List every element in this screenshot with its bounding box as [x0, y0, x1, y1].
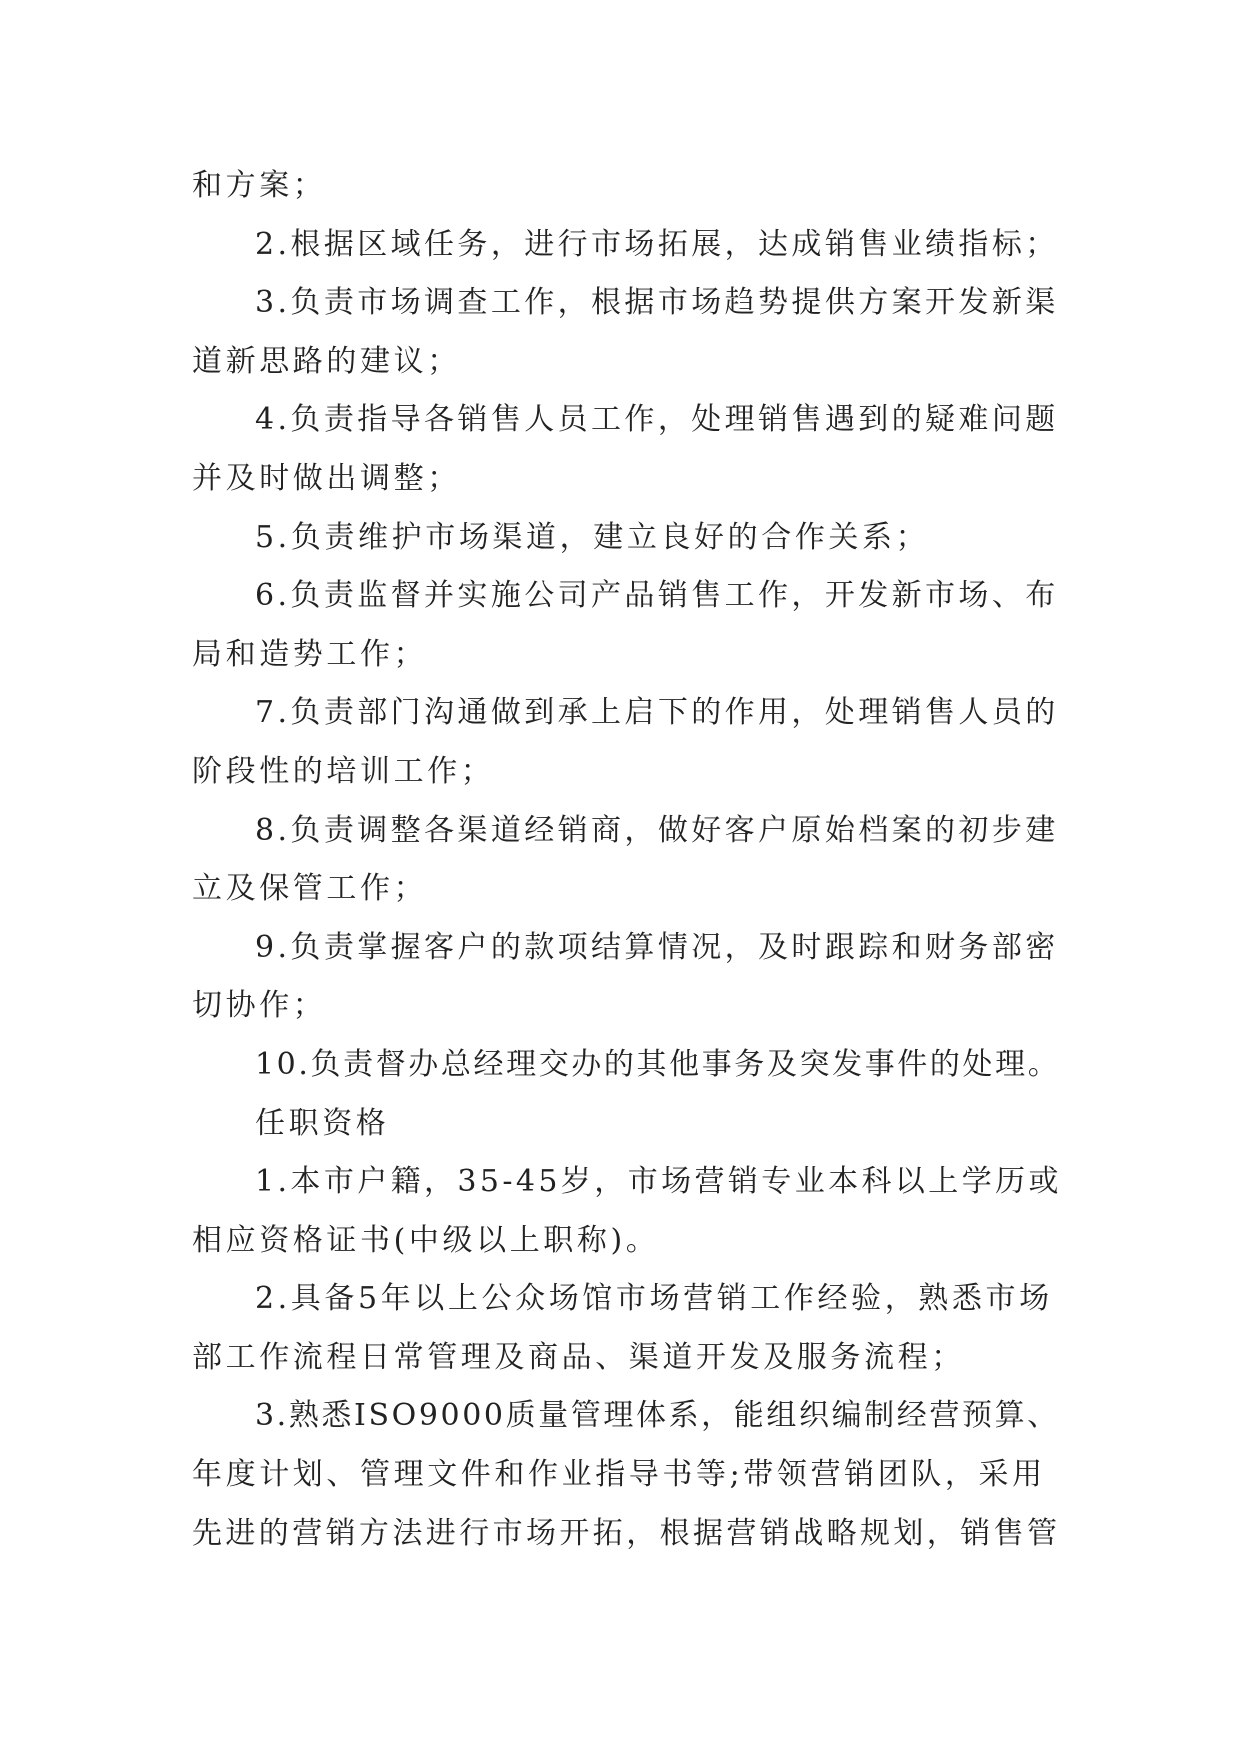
- text-line: 阶段性的培训工作；: [192, 753, 495, 789]
- list-item-2: 2.根据区域任务，进行市场拓展，达成销售业绩指标；: [255, 226, 1059, 262]
- text-line: 切协作；: [192, 988, 327, 1024]
- text-line: 和方案；: [192, 168, 327, 203]
- list-item-7: 7.负责部门沟通做到承上启下的作用，处理销售人员的: [255, 695, 1059, 731]
- text-line: 道新思路的建议；: [192, 343, 461, 379]
- text-line: 并及时做出调整；: [192, 460, 461, 496]
- list-item-3: 3.负责市场调查工作，根据市场趋势提供方案开发新渠: [255, 285, 1059, 321]
- list-item-5: 5.负责维护市场渠道，建立良好的合作关系；: [255, 519, 930, 555]
- list-item-4: 4.负责指导各销售人员工作，处理销售遇到的疑难问题: [255, 402, 1059, 438]
- text-line: 局和造势工作；: [192, 636, 428, 672]
- qualification-item-3: 3.熟悉ISO9000质量管理体系，能组织编制经营预算、: [255, 1398, 1060, 1434]
- list-item-10: 10.负责督办总经理交办的其他事务及突发事件的处理。: [255, 1046, 1061, 1082]
- text-line: 先进的营销方法进行市场开拓，根据营销战略规划，销售管: [192, 1515, 1061, 1551]
- text-line: 年度计划、管理文件和作业指导书等;带领营销团队，采用: [192, 1457, 1046, 1493]
- qualification-item-1: 1.本市户籍，35-45岁，市场营销专业本科以上学历或: [255, 1164, 1062, 1200]
- qualification-item-2: 2.具备5年以上公众场馆市场营销工作经验，熟悉市场: [255, 1281, 1053, 1317]
- document-body: [192, 157, 1062, 1563]
- list-item-8: 8.负责调整各渠道经销商，做好客户原始档案的初步建: [255, 812, 1059, 848]
- list-item-6: 6.负责监督并实施公司产品销售工作，开发新市场、布: [255, 578, 1059, 614]
- section-heading: 任职资格: [255, 1105, 390, 1141]
- text-line: 部工作流程日常管理及商品、渠道开发及服务流程；: [192, 1339, 965, 1375]
- list-item-9: 9.负责掌握客户的款项结算情况，及时跟踪和财务部密: [255, 929, 1059, 965]
- text-line: 相应资格证书(中级以上职称)。: [192, 1222, 660, 1258]
- text-line: 立及保管工作；: [192, 871, 428, 907]
